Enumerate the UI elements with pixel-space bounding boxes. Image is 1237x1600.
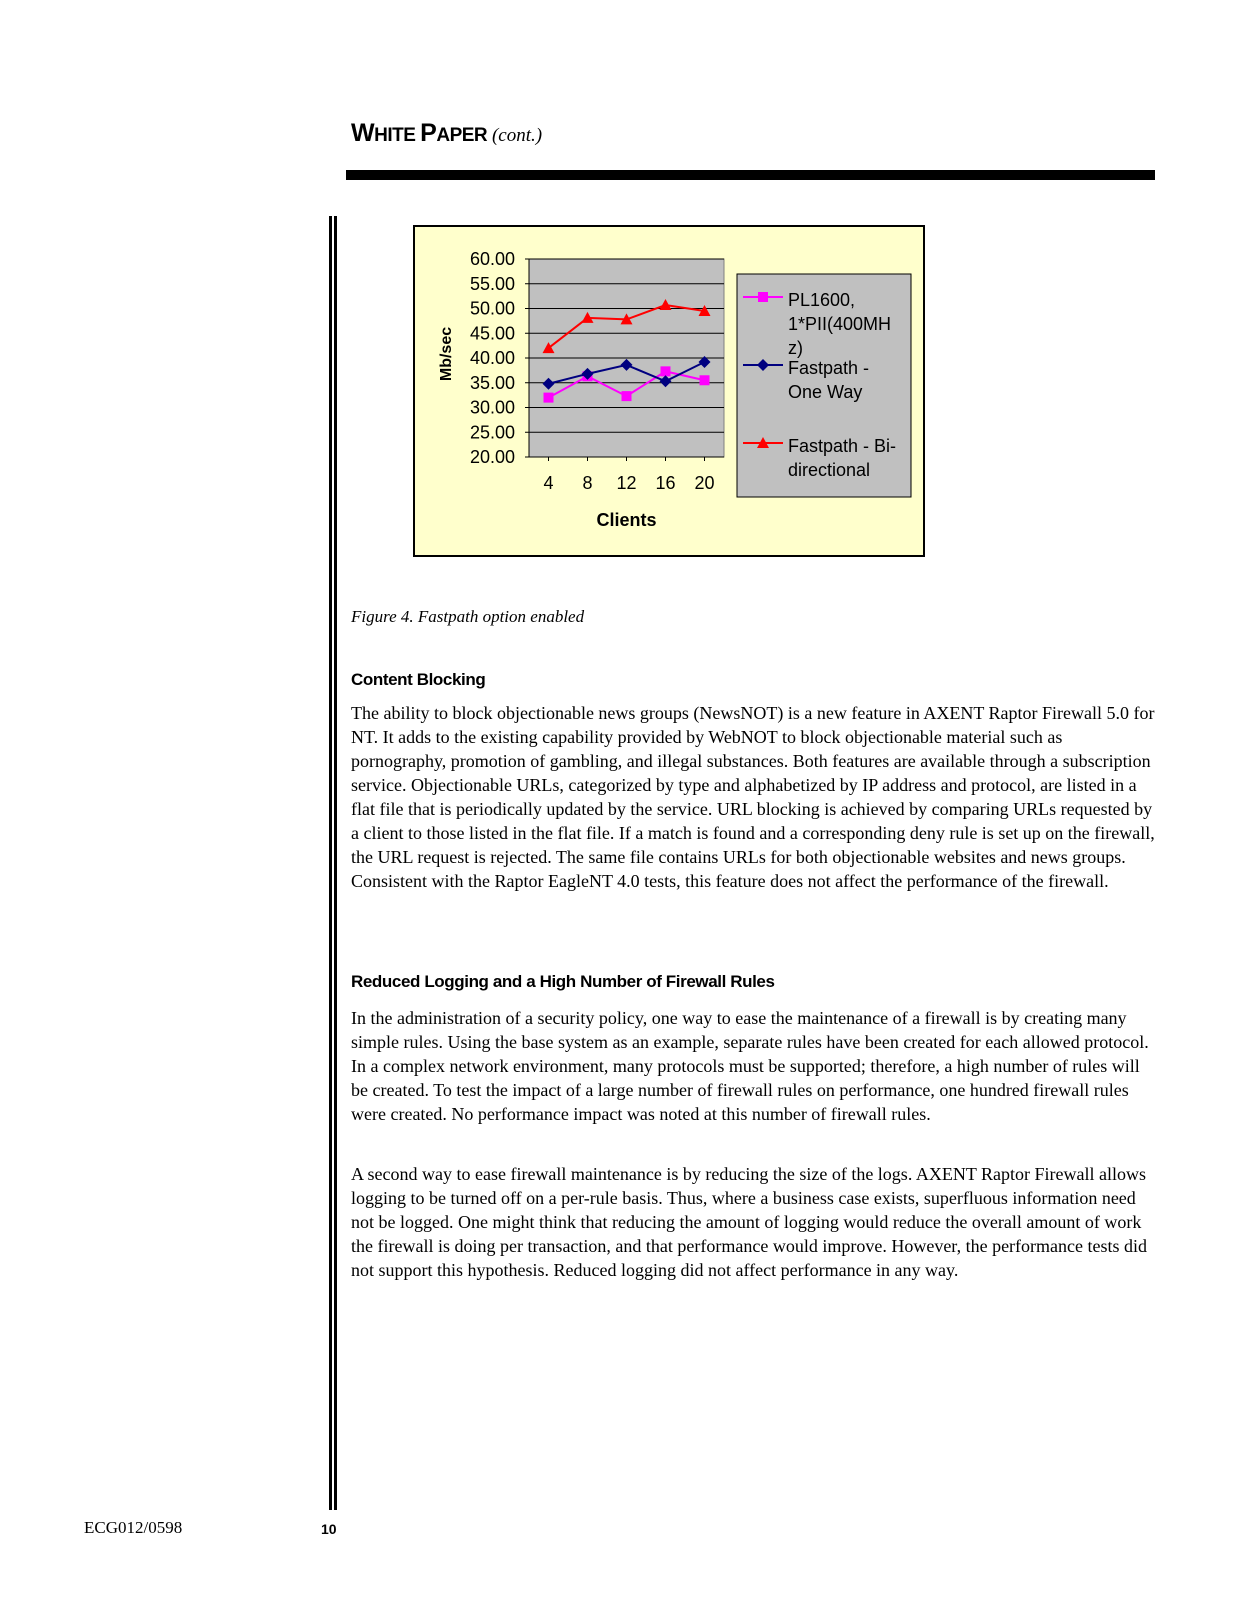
legend-swatch-marker — [758, 292, 768, 302]
y-tick-label: 25.00 — [469, 422, 515, 443]
y-tick-label: 45.00 — [469, 323, 515, 344]
header-rule — [346, 170, 1155, 180]
paragraph-logging: A second way to ease firewall maintenance is by reducing the size of the logs. AXENT Raptor Firewall allows logging to be turned off on a per-rule basis. Thus, where a business case exists, superfluous information need not be logged. One might think that reducing the amount of logging would reduce the overall amount of work the firewall is doing per transaction, and that performance would improve. However, the performance tests did not support this hypothesis. Reduced logging did not affect performance in any way. — [351, 1164, 1148, 1280]
figure-caption: Figure 4. Fastpath option enabled — [351, 607, 585, 626]
series-1-point — [622, 391, 632, 401]
legend-label: z) — [788, 338, 803, 358]
legend-label: 1*PII(400MH — [788, 314, 892, 334]
header-cont: (cont.) — [491, 125, 543, 146]
legend-label: Fastpath - — [788, 358, 870, 378]
document-code: ECG012/0598 — [84, 1518, 183, 1537]
left-margin-rule — [329, 216, 332, 1510]
header-word-paper: APER — [436, 125, 488, 146]
header-initial-w: W — [351, 119, 375, 147]
x-tick-label: 12 — [616, 473, 637, 493]
y-tick-label: 50.00 — [469, 298, 515, 319]
y-tick-label: 55.00 — [469, 273, 515, 294]
left-margin-rule-inner — [334, 216, 337, 1510]
series-1-point — [700, 375, 710, 385]
legend-label: PL1600, — [788, 290, 856, 310]
x-axis-title: Clients — [596, 510, 657, 530]
y-axis-title: Mb/sec — [438, 326, 455, 382]
header-initial-p: P — [420, 119, 437, 147]
chart-container — [413, 225, 925, 557]
y-tick-label: 35.00 — [469, 372, 515, 393]
performance-chart — [415, 227, 923, 555]
legend-label: One Way — [788, 382, 863, 402]
legend-label: Fastpath - Bi- — [788, 436, 897, 456]
x-tick-label: 16 — [655, 473, 676, 493]
page-number: 10 — [321, 1521, 337, 1537]
section-heading-reduced-logging: Reduced Logging and a High Number of Firewall Rules — [351, 972, 775, 991]
header-word-white: HITE — [374, 125, 416, 146]
paragraph-rules: In the administration of a security policy, one way to ease the maintenance of a firewall is by creating many simple rules. Using the base system as an example, separate rules have been created for each allowed protocol. In a complex network environment, many protocols must be supported; therefore, a high number of rules will be created. To test the impact of a large number of firewall rules on performance, one hundred firewall rules were created. No performance impact was noted at this number of firewall rules. — [351, 1008, 1149, 1124]
series-1-point — [661, 366, 671, 376]
paragraph-content-blocking: The ability to block objectionable news groups (NewsNOT) is a new feature in AXENT Raptor Firewall 5.0 for NT. It adds to the existing capability provided by WebNOT to block objectionable material such as pornography, promotion of gambling, and illegal substances. Both features are available through a subscription service. Objectionable URLs, categorized by type and alphabetized by IP address and protocol, are listed in a flat file that is periodically updated by the service. URL blocking is achieved by comparing URLs requested by a client to those listed in the flat file. If a match is found and a corresponding deny rule is set up on the firewall, the URL request is rejected. The same file contains URLs for both objectionable websites and news groups. Consistent with the Raptor EagleNT 4.0 tests, this feature does not affect the performance of the firewall. — [351, 703, 1155, 891]
y-tick-label: 40.00 — [469, 348, 515, 368]
y-tick-label: 60.00 — [469, 249, 515, 269]
section-heading-content-blocking: Content Blocking — [351, 670, 486, 689]
legend-label: directional — [788, 460, 871, 480]
x-tick-label: 8 — [582, 473, 593, 493]
series-1-point — [544, 393, 554, 403]
x-tick-label: 4 — [543, 473, 554, 493]
page-header-title — [351, 119, 542, 148]
x-tick-label: 20 — [694, 473, 715, 493]
y-tick-label: 30.00 — [469, 397, 515, 418]
y-tick-label: 20.00 — [469, 447, 515, 467]
